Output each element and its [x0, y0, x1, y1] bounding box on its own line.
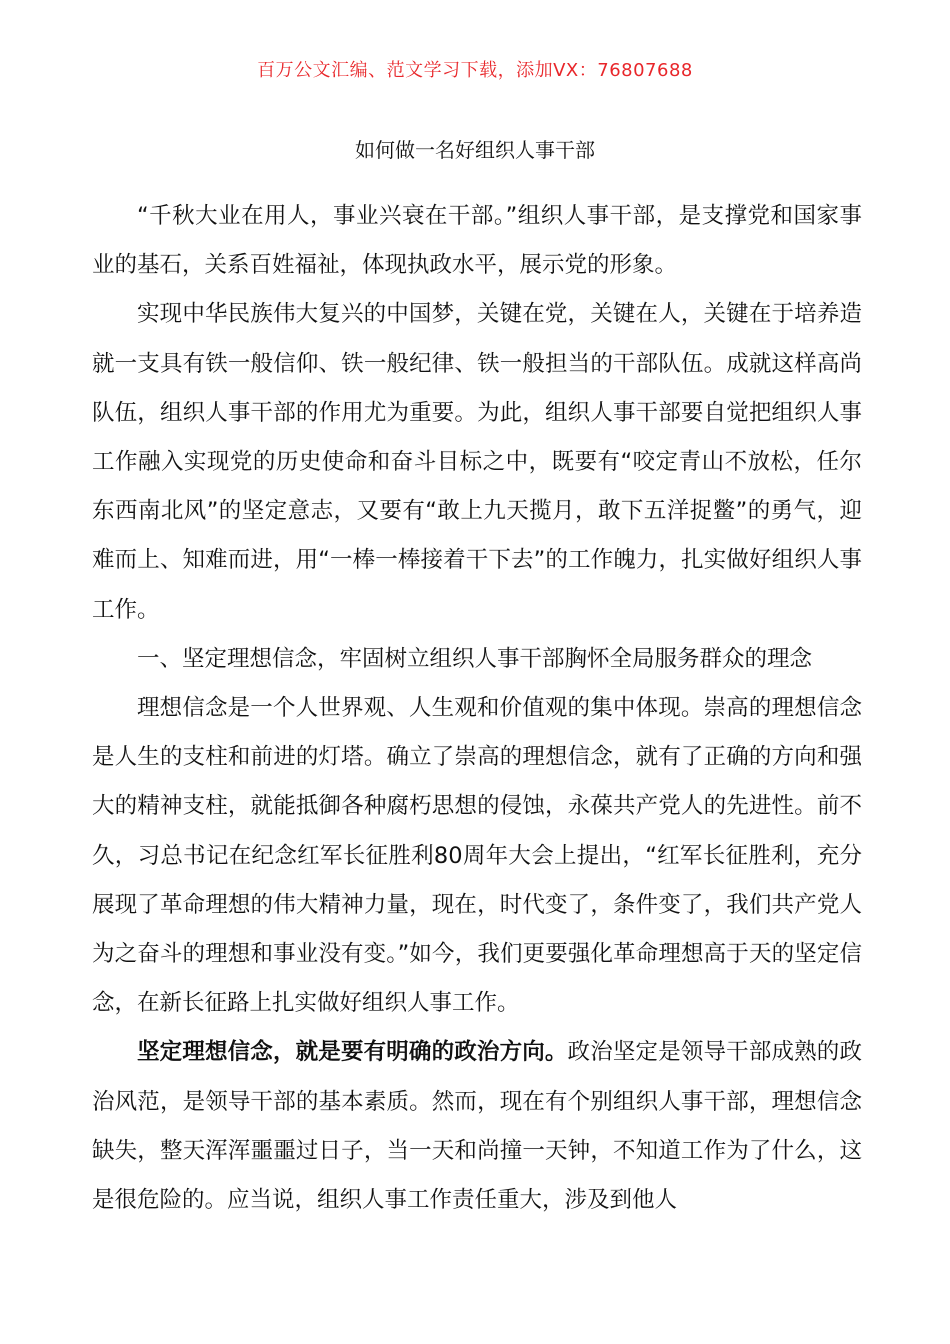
paragraph-background: 实现中华民族伟大复兴的中国梦，关键在党，关键在人，关键在于培养造就一支具有铁一般信仰、铁一般纪律、铁一般担当的干部队伍。成就这样高尚队伍，组织人事干部的作用尤为重要。为此，组织人事干部要自觉把组织人事工作融入实现党的历史使命和奋斗目标之中，既要有“咬定青山不放松，任尔东西南北风”的坚定意志，又要有“敢上九天揽月，敢下五洋捉鳖”的勇气，迎难而上、知难而进，用“一棒一棒接着干下去”的工作魄力，扎实做好组织人事工作。 [92, 301, 862, 623]
paragraph-ideals: 理想信念是一个人世界观、人生观和价值观的集中体现。崇高的理想信念是人生的支柱和前进的灯塔。确立了崇高的理想信念，就有了正确的方向和强大的精神支柱，就能抵御各种腐朽思想的侵蚀，永葆共产党人的先进性。前不久，习总书记在纪念红军长征胜利80周年大会上提出，“红军长征胜利，充分展现了革命理想的伟大精神力量，现在，时代变了，条件变了，我们共产党人为之奋斗的理想和事业没有变。”如今，我们更要强化革命理想高于天的坚定信念，在新长征路上扎实做好组织人事工作。 [92, 695, 862, 1017]
paragraph-intro: “千秋大业在用人，事业兴衰在干部。”组织人事干部，是支撑党和国家事业的基石，关系百姓福祉，体现执政水平，展示党的形象。 [92, 203, 862, 279]
paragraph-continuation: 政治坚定是领导干部成熟的政治风范，是领导干部的基本素质。然而，现在有个别组织人事干部，理想信念缺失，整天浑浑噩噩过日子，当一天和尚撞一天钟，不知道工作为了什么，这是很危险的。应当说，组织人事工作责任重大，涉及到他人 [92, 1039, 862, 1214]
header-note: 百万公文汇编、范文学习下载，添加VX：76807688 [257, 60, 693, 81]
paragraph-lead-sentence: 坚定理想信念，就是要有明确的政治方向。 [137, 1039, 568, 1066]
section-heading-1: 一、坚定理想信念，牢固树立组织人事干部胸怀全局服务群众的理念 [137, 645, 813, 672]
document-body [92, 192, 862, 1225]
page-title: 如何做一名好组织人事干部 [355, 138, 595, 162]
paragraph-political-direction [92, 1028, 862, 1225]
